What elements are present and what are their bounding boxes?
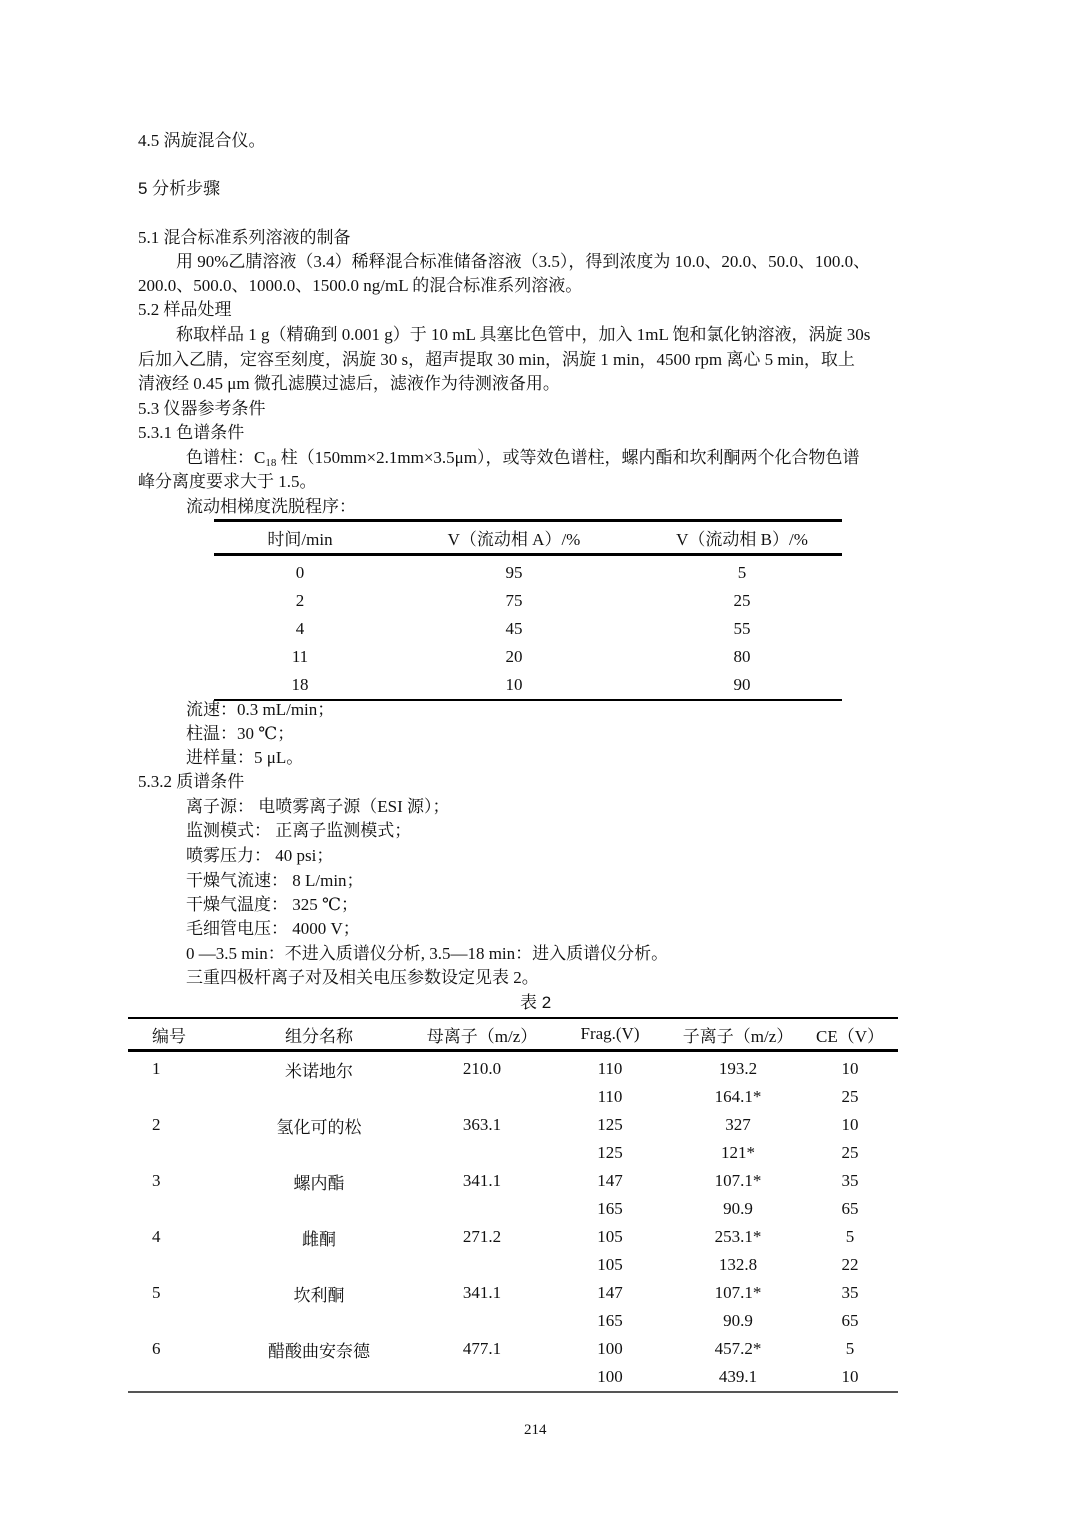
section-4-5: 4.5 涡旋混合仪。	[138, 131, 266, 150]
ms-cell-product: 90.9	[723, 1199, 753, 1218]
ms-cell-name	[220, 1195, 418, 1223]
page-number: 214	[524, 1422, 547, 1438]
gradient-cell: 2	[295, 591, 305, 610]
ms-cell-frag: 125	[597, 1115, 623, 1134]
ms-cell-ce: 35	[841, 1283, 859, 1302]
ms-cell-name: 螺内酯	[293, 1173, 345, 1193]
ms-cell-name: 坎利酮	[293, 1285, 345, 1305]
ms-cell-precursor: 271.2	[462, 1227, 502, 1246]
gradient-cell: 4	[295, 619, 305, 638]
ms-header-ce: CE（V）	[816, 1026, 884, 1046]
section-5-title: 5 分析步骤	[138, 179, 221, 198]
ms-cell-no	[128, 1195, 220, 1223]
table-row	[128, 1083, 898, 1111]
gradient-header-a: V（流动相 A）/%	[447, 530, 581, 549]
column-spec-prefix: 色谱柱：C	[186, 448, 266, 467]
section-5-2-para-line2: 后加入乙腈，定容至刻度，涡旋 30 s，超声提取 30 min，涡旋 1 min，4500 rpm 离心 5 min，取上	[138, 350, 855, 369]
ms-cell-product: 253.1*	[714, 1227, 762, 1246]
ms-cell-frag: 110	[597, 1087, 623, 1106]
ms-cell-frag: 110	[597, 1059, 623, 1078]
ms-cell-frag: 125	[597, 1143, 623, 1162]
gradient-cell: 10	[505, 675, 523, 694]
ms-cell-product: 121*	[721, 1143, 755, 1162]
gradient-table	[214, 519, 842, 701]
ms-cell-name	[220, 1363, 418, 1392]
table-row	[128, 1111, 898, 1139]
ms-cell-product: 327	[725, 1115, 751, 1134]
ms-cell-ce: 5	[845, 1339, 855, 1358]
gradient-cell: 45	[505, 619, 523, 638]
gradient-cell: 20	[505, 647, 523, 666]
ms-cell-name	[220, 1083, 418, 1111]
ms-cell-product: 457.2*	[714, 1339, 762, 1358]
gradient-cell: 18	[291, 675, 309, 694]
table-row	[128, 1167, 898, 1195]
ms-cell-no	[128, 1307, 220, 1335]
ms-cell-precursor: 477.1	[462, 1339, 502, 1358]
table-row	[128, 1223, 898, 1251]
column-spec-line2: 峰分离度要求大于 1.5。	[138, 472, 317, 491]
table-row	[128, 1307, 898, 1335]
ms-cell-product: 132.8	[718, 1255, 758, 1274]
ms-cell-precursor	[418, 1363, 546, 1392]
ms-cell-ce: 35	[841, 1171, 859, 1190]
section-5-3-1-title: 5.3.1 色谱条件	[138, 423, 245, 442]
gradient-cell: 75	[505, 591, 523, 610]
table-2-caption: 表 2	[520, 993, 552, 1012]
ms-cell-product: 193.2	[718, 1059, 758, 1078]
table-row	[128, 1195, 898, 1223]
ms-cell-product: 90.9	[723, 1311, 753, 1330]
ms-cell-no: 5	[152, 1283, 161, 1302]
ms-cell-product: 439.1	[674, 1363, 802, 1392]
column-temp: 柱温：30 ℃；	[186, 724, 295, 743]
ion-source: 离子源： 电喷雾离子源（ESI 源）；	[186, 797, 450, 816]
ms-cell-no	[128, 1251, 220, 1279]
ms-cell-no: 6	[152, 1339, 161, 1358]
gradient-cell: 5	[737, 563, 747, 582]
ms-cell-name: 米诺地尔	[285, 1061, 353, 1081]
ms-cell-precursor: 210.0	[462, 1059, 502, 1078]
gradient-header-time: 时间/min	[267, 530, 333, 549]
gradient-cell: 80	[733, 647, 751, 666]
ms-cell-no	[128, 1139, 220, 1167]
section-5-2-para-line1: 称取样品 1 g（精确到 0.001 g）于 10 mL 具塞比色管中，加入 1mL 饱和氯化钠溶液，涡旋 30s	[176, 325, 871, 344]
ms-cell-ce: 25	[841, 1087, 859, 1106]
ms-cell-no	[128, 1083, 220, 1111]
section-5-2-para-line3: 清液经 0.45 μm 微孔滤膜过滤后，滤液作为待测液备用。	[138, 374, 560, 393]
ms-cell-frag: 147	[597, 1171, 623, 1190]
ms-cell-ce: 22	[841, 1255, 859, 1274]
ms-header-product: 子离子（m/z）	[682, 1026, 794, 1046]
ms-cell-precursor	[418, 1251, 546, 1279]
ms-header-precursor: 母离子（m/z）	[426, 1026, 538, 1046]
dry-gas-flow: 干燥气流速： 8 L/min；	[186, 871, 364, 890]
ms-cell-frag: 147	[597, 1283, 623, 1302]
flow-rate: 流速：0.3 mL/min；	[186, 700, 335, 719]
ms-cell-no: 4	[152, 1227, 161, 1246]
table-row	[128, 1279, 898, 1307]
ms-parameters-table	[128, 1017, 898, 1393]
gradient-cell: 95	[505, 563, 523, 582]
column-spec-line	[186, 446, 860, 470]
ms-cell-no: 2	[152, 1115, 161, 1134]
column-spec-suffix: 柱（150mm×2.1mm×3.5μm），或等效色谱柱，螺内酯和坎利酮两个化合物色谱	[276, 448, 860, 467]
ms-cell-name	[220, 1139, 418, 1167]
ms-cell-precursor: 363.1	[462, 1115, 502, 1134]
section-5-3-title: 5.3 仪器参考条件	[138, 399, 266, 418]
ms-cell-product: 107.1*	[714, 1283, 762, 1302]
ms-cell-frag: 165	[597, 1311, 623, 1330]
nebulizer-pressure: 喷雾压力： 40 psi；	[186, 846, 334, 865]
gradient-cell: 25	[733, 591, 751, 610]
section-5-3-2-title: 5.3.2 质谱条件	[138, 772, 245, 791]
ms-cell-precursor: 341.1	[462, 1171, 502, 1190]
ms-cell-frag: 165	[597, 1199, 623, 1218]
table-row	[128, 1251, 898, 1279]
ms-timing: 0 —3.5 min：不进入质谱仪分析, 3.5—18 min：进入质谱仪分析。	[186, 944, 669, 963]
ms-cell-name	[220, 1251, 418, 1279]
ms-cell-precursor	[418, 1195, 546, 1223]
gradient-table-header	[214, 521, 842, 555]
section-5-2-title: 5.2 样品处理	[138, 300, 232, 319]
ms-cell-ce: 5	[845, 1227, 855, 1246]
gradient-label: 流动相梯度洗脱程序：	[186, 497, 356, 516]
table-row	[128, 1051, 898, 1084]
ms-cell-precursor	[418, 1139, 546, 1167]
section-5-1-para-line2: 200.0、500.0、1000.0、1500.0 ng/mL 的混合标准系列溶液。	[138, 276, 583, 295]
table-row	[128, 1335, 898, 1363]
ms-cell-no	[128, 1363, 220, 1392]
gradient-cell: 11	[291, 647, 309, 666]
ms-cell-frag: 105	[597, 1227, 623, 1246]
ms-cell-ce: 10	[802, 1363, 898, 1392]
ms-cell-product: 107.1*	[714, 1171, 762, 1190]
gradient-cell: 55	[733, 619, 751, 638]
table-row	[128, 1363, 898, 1392]
ms-header-frag: Frag.(V)	[580, 1024, 640, 1043]
ms-table-reference: 三重四极杆离子对及相关电压参数设定见表 2。	[186, 968, 539, 987]
capillary-voltage: 毛细管电压： 4000 V；	[186, 919, 360, 938]
ms-cell-precursor: 341.1	[462, 1283, 502, 1302]
ms-cell-precursor	[418, 1083, 546, 1111]
ms-cell-name	[220, 1307, 418, 1335]
ms-cell-name: 醋酸曲安奈德	[268, 1341, 370, 1361]
ms-header-name: 组分名称	[285, 1026, 353, 1046]
section-5-1-para-line1: 用 90%乙腈溶液（3.4）稀释混合标准储备溶液（3.5），得到浓度为 10.0、20.0、50.0、100.0、	[176, 252, 871, 271]
ms-cell-name: 氢化可的松	[276, 1117, 362, 1137]
table-row	[214, 587, 842, 615]
ms-cell-product: 164.1*	[714, 1087, 762, 1106]
section-5-1-title: 5.1 混合标准系列溶液的制备	[138, 228, 351, 247]
ms-cell-name: 雌酮	[302, 1229, 336, 1249]
ms-cell-no: 1	[152, 1059, 161, 1078]
gradient-cell: 0	[295, 563, 305, 582]
ms-cell-frag: 105	[597, 1255, 623, 1274]
gradient-cell: 90	[733, 675, 751, 694]
ms-cell-ce: 10	[841, 1059, 859, 1078]
monitor-mode: 监测模式： 正离子监测模式；	[186, 821, 412, 840]
table-row	[214, 671, 842, 700]
injection-volume: 进样量：5 μL。	[186, 748, 304, 767]
ms-cell-ce: 65	[841, 1311, 859, 1330]
table-row	[214, 555, 842, 588]
ms-cell-ce: 65	[841, 1199, 859, 1218]
ms-cell-ce: 10	[841, 1115, 859, 1134]
table-row	[214, 643, 842, 671]
ms-cell-frag: 100	[597, 1339, 623, 1358]
ms-cell-no: 3	[152, 1171, 161, 1190]
ms-cell-frag: 100	[546, 1363, 674, 1392]
ms-table-header	[128, 1018, 898, 1051]
dry-gas-temp: 干燥气温度： 325 ℃；	[186, 895, 359, 914]
ms-cell-ce: 25	[841, 1143, 859, 1162]
ms-cell-precursor	[418, 1307, 546, 1335]
gradient-header-b: V（流动相 B）/%	[676, 530, 808, 549]
table-row	[214, 615, 842, 643]
column-spec-subscript: 18	[265, 457, 277, 469]
ms-header-no: 编号	[152, 1026, 186, 1046]
table-row	[128, 1139, 898, 1167]
